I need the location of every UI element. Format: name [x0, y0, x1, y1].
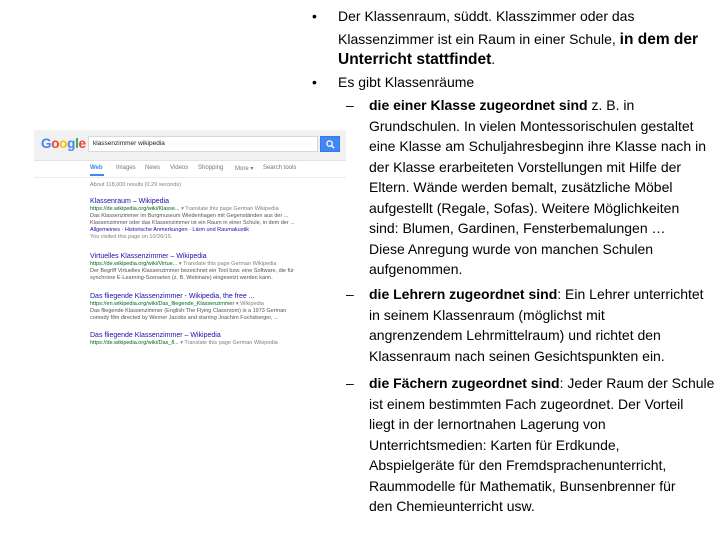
bullet1-text: Klassenzimmer ist ein Raum in einer Schule, [338, 31, 620, 47]
search-result [90, 331, 340, 346]
sub3-line: liegt in der lernortnahen Lagerung von [369, 416, 606, 432]
result-title-link[interactable]: Das fliegende Klassenzimmer - Wikipedia, the free ... [90, 293, 255, 300]
search-icon [326, 140, 335, 149]
search-result [90, 197, 340, 241]
dash-marker: – [346, 286, 354, 302]
result-sitelinks[interactable]: Allgemeines · Historische Anmerkungen · Lärm und Raumakustik [90, 227, 249, 233]
sub1-line: aufgestellt (Regale, Sofas). Weitere Möglichkeiten [369, 199, 680, 216]
tab-more[interactable]: More ▾ [235, 166, 254, 172]
bullet1-bold: in dem der [619, 31, 699, 48]
tab-shopping[interactable]: Shopping [198, 165, 224, 171]
tab-search-tools[interactable]: Search tools [263, 165, 297, 171]
tab-images[interactable]: Images [116, 165, 136, 171]
search-tabs [34, 161, 346, 178]
result-snippet: Der Begriff Virtuelles Klassenzimmer bezeichnet ein Tool bzw. eine Software, die für [90, 268, 294, 274]
sub1-line: Diese Anregung wurde von manchen Schulen [369, 240, 654, 257]
result-source: German Wikipedia [231, 261, 277, 267]
sub2-line: angrenzendem Lehrmittelraum) und richtet den [369, 327, 661, 343]
search-input[interactable]: klassenzimmer wikipedia [88, 136, 318, 152]
sub2-line1 [369, 284, 704, 305]
result-snippet: comedy film directed by Werner Jacobs and starring Joachim Fuchsberger, ... [90, 315, 279, 321]
sub2-line: Klassenraum nach seinen Gesichtspunkten ein. [369, 347, 665, 364]
result-stats: About 118,000 results (0.29 seconds) [90, 182, 182, 188]
active-tab-indicator [90, 174, 104, 176]
search-button[interactable] [320, 136, 340, 152]
google-logo: Google [41, 136, 86, 151]
bullet1-line3 [338, 49, 495, 71]
google-header [34, 130, 346, 161]
sub3-bold: die Fächern zugeordnet sind [369, 375, 560, 391]
sub1-line: der Klasse erarbeiteten Vorstellungen mit Hilfe der [369, 158, 682, 175]
sub1-line1 [369, 95, 634, 116]
tab-news[interactable]: News [145, 165, 161, 171]
sub3-text: : Jeder Raum der Schule [559, 375, 715, 391]
result-snippet: Das fliegende Klassenzimmer (English:The Flying Classroom) is a 1973 German [90, 308, 287, 314]
result-url-text: https://de.wikipedia.org/wiki/Klasse... [90, 206, 180, 212]
result-source: German Wikipedia [232, 340, 278, 346]
result-snippet: synchrone E-Learning-Szenarien (z. B. Webinare) eingesetzt werden kann. [90, 275, 273, 281]
search-result [90, 292, 340, 322]
bullet1-bold: Unterricht stattfindet [338, 51, 492, 68]
sub3-line: Unterrichtsmedien: Karten für Erdkunde, [369, 436, 620, 453]
sub2-line: in seinem Klassenraum (möglichst mit [369, 306, 605, 323]
result-url [90, 340, 340, 346]
bullet1-line2 [338, 29, 698, 51]
sub3-line1 [369, 373, 714, 394]
result-url-text: https://de.wikipedia.org/wiki/Das_fl... [90, 340, 179, 346]
sub3-line: Abspielgeräte für den Fremdsprachenunterricht, [369, 457, 667, 473]
result-title-link[interactable]: Klassenraum – Wikipedia [90, 198, 169, 205]
sub2-text: : Ein Lehrer unterrichtet [557, 286, 704, 302]
sub1-line: eine Klasse am Schuljahresbeginn ihre Klasse nach in [369, 138, 706, 154]
bullet-marker: • [312, 8, 317, 24]
result-source: German Wikipedia [233, 206, 279, 212]
search-result [90, 252, 340, 282]
result-snippet: Klassenzimmer oder das Klassenzimmer ist ein Raum in einer Schule, in dem der ... [90, 220, 295, 226]
sub3-line: Raummodelle für Mathematik, Bunsenbrenner für [369, 477, 676, 494]
sub2-bold: die Lehrern zugeordnet sind [369, 286, 558, 302]
dash-marker: – [346, 97, 354, 113]
result-title-link[interactable]: Virtuelles Klassenzimmer – Wikipedia [90, 253, 207, 260]
result-title-link[interactable]: Das fliegende Klassenzimmer – Wikipedia [90, 332, 221, 339]
sub3-line: ist einem bestimmten Fach zugeordnet. Der Vorteil [369, 395, 684, 412]
sub1-line: sind: Blumen, Gardinen, Fensterbemalungen … [369, 220, 666, 236]
bullet2-line: Es gibt Klassenräume [338, 74, 475, 90]
result-url [90, 301, 340, 308]
translate-link[interactable]: ▾ Translate this page [181, 206, 232, 212]
result-url-text: https://de.wikipedia.org/wiki/Virtue... [90, 261, 178, 267]
bullet1-text: . [491, 51, 496, 67]
google-search-screenshot [34, 130, 346, 346]
bullet1-line1: Der Klassenraum, süddt. Klasszimmer oder das [338, 8, 635, 24]
result-menu[interactable]: ▾ [235, 301, 239, 307]
sub1-line: Grundschulen. In vielen Montessorischulen gestaltet [369, 117, 694, 134]
sub1-text: z. B. in [587, 97, 635, 113]
result-url [90, 261, 340, 268]
result-url-text: https://en.wikipedia.org/wiki/Das_fliegende_Klassenzimmer [90, 301, 235, 307]
bullet-marker: • [312, 74, 317, 90]
result-url [90, 206, 340, 213]
result-source: Wikipedia [240, 301, 264, 307]
translate-link[interactable]: ▾ Translate this page [180, 340, 231, 346]
visited-note: You visited this page on 10/26/15. [90, 234, 173, 240]
sub3-line: den Chemieunterricht usw. [369, 498, 535, 514]
sub1-line: Eltern. Wände werden bemalt, zusätzliche Möbel [369, 179, 673, 195]
tab-videos[interactable]: Videos [170, 165, 189, 171]
sub1-bold: die einer Klasse zugeordnet sind [369, 97, 588, 113]
result-snippet: Das Klassenzimmer im Burgmuseum Wiedenhagen mit Gegenständen aus der ... [90, 213, 289, 219]
dash-marker: – [346, 375, 354, 391]
translate-link[interactable]: ▾ Translate this page [178, 261, 230, 267]
tab-web[interactable]: Web [90, 165, 103, 171]
sub1-line: aufgenommen. [369, 261, 463, 277]
